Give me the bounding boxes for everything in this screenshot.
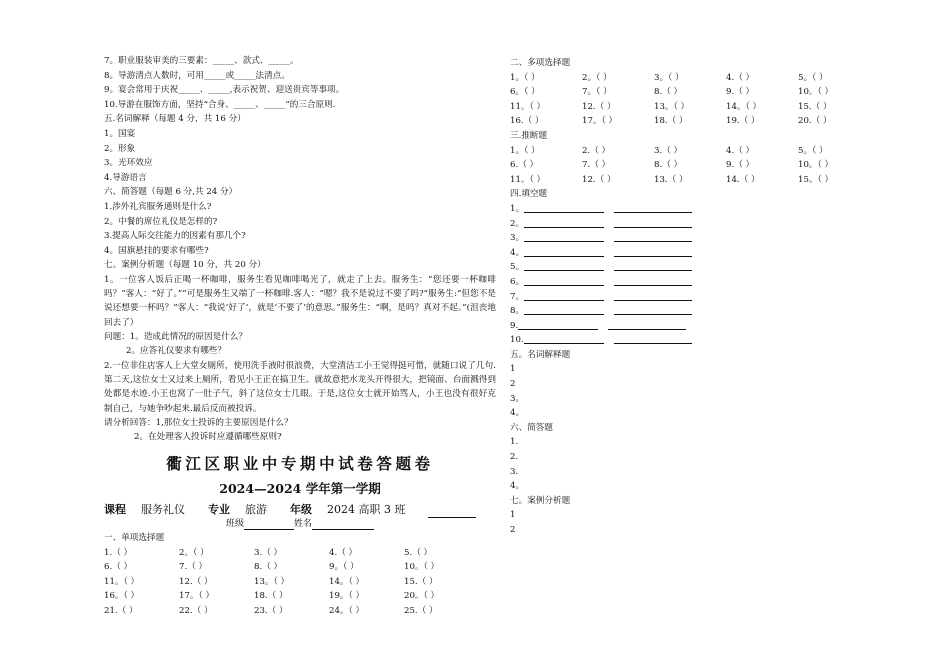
answer-item-number: 3。 — [510, 393, 525, 404]
answer-cell[interactable]: 15.（ ） — [798, 101, 832, 112]
fill-blank-line[interactable] — [614, 290, 692, 301]
fill-blank-line[interactable] — [524, 333, 604, 344]
answer-item-number: 1. — [510, 437, 519, 448]
answer-cell[interactable]: 12.（ ） — [582, 101, 616, 112]
case-2-text: 2.一位非住店客人上大堂女厕所，使用洗手液时很浪费，大堂清洁工小王觉得挺可惜，就随口说了几句.第二天,这位女士又过来上厕所，看见小王正在搞卫生。就故意把水龙头开得很大，把镜面、台面溅得到处都是水迹.小王也窝了一肚子气，斜了这位女士几眼。于是,这位女士就开始骂人，小王也没有很好克制自己，与她争吵起来.最后反而被投诉。 — [104, 360, 496, 414]
answer-cell[interactable]: 3.（ ） — [654, 145, 683, 156]
answer-cell[interactable]: 13.（ ） — [654, 174, 688, 185]
fill-blank-answer-row — [510, 290, 870, 305]
answer-cell[interactable]: 10。（ ） — [404, 562, 440, 573]
answer-cell[interactable]: 14.（ ） — [726, 174, 760, 185]
fill-blank-answer-row — [510, 333, 870, 348]
fill-blank-number: 4。 — [510, 247, 525, 258]
answer-cell[interactable]: 15。（ ） — [798, 174, 834, 185]
answer-row — [510, 85, 870, 100]
answer-cell[interactable]: 21.（ ） — [104, 605, 138, 616]
answer-item-number: 2 — [510, 379, 516, 390]
fill-blank-number: 8。 — [510, 306, 525, 317]
answer-cell[interactable]: 17。（ ） — [179, 591, 215, 602]
fill-blank-line[interactable] — [614, 231, 692, 242]
answer-cell[interactable]: 20。（ ） — [404, 591, 440, 602]
fill-blank-answer-lines — [510, 202, 870, 348]
answer-row — [510, 173, 870, 188]
section-5-answer-heading: 五。名词解释题 — [510, 349, 571, 360]
answer-row — [510, 114, 870, 129]
answer-cell[interactable]: 1。（ ） — [510, 145, 540, 156]
answer-cell[interactable]: 17。（ ） — [582, 116, 618, 127]
answer-cell[interactable]: 13。（ ） — [654, 101, 690, 112]
single-choice-answer-grid — [104, 546, 496, 619]
short-answer-question: 2。中餐的席位礼仪是怎样的? — [104, 216, 218, 227]
fill-in-question: 7。职业服装审美的三要素：_____、款式、_____。 — [104, 56, 299, 66]
answer-cell[interactable]: 14。（ ） — [726, 101, 762, 112]
fill-blank-answer-row — [510, 246, 870, 261]
answer-cell[interactable]: 14。（ ） — [329, 576, 365, 587]
judgment-answer-grid — [510, 144, 870, 188]
fill-blank-line[interactable] — [608, 319, 686, 330]
fill-blank-line[interactable] — [524, 290, 604, 301]
fill-blank-number: 6。 — [510, 276, 525, 287]
answer-cell[interactable]: 16。（ ） — [104, 591, 140, 602]
multiple-choice-answer-grid — [510, 71, 870, 129]
section-7-heading: 七。案例分析题（每题 10 分，共 20 分） — [104, 260, 266, 271]
answer-cell[interactable]: 4.（ ） — [726, 145, 755, 156]
answer-cell[interactable]: 11。（ ） — [510, 174, 546, 185]
answer-row — [104, 604, 496, 619]
case-1-text: 1。一位客人饭后正喝一杯咖啡，服务生看见咖啡喝光了，就走了上去。服务生：“您还要一杯咖啡吗？”客人：“好了。”“可是服务生又端了一杯咖啡.客人：“嗯？我不是说过不要了吗?”服务生:“但您不是说还想要一杯吗？”客人：“我说‘好了‘，就是‘不要了’的意思。”服务生：“啊，是吗？真对不起。”(沮丧地回去了） — [104, 274, 496, 328]
answer-cell[interactable]: 13。（ ） — [254, 576, 290, 587]
answer-cell[interactable]: 5。（ ） — [798, 145, 828, 156]
answer-cell[interactable]: 18.（ ） — [254, 591, 288, 602]
answer-sheet-title: 衢江区职业中专期中试卷答题卷 — [166, 454, 434, 473]
answer-cell[interactable]: 9.（ ） — [726, 87, 755, 98]
answer-cell[interactable]: 8.（ ） — [654, 87, 683, 98]
fill-in-questions-7-10 — [104, 54, 496, 112]
section-1-heading: 一、单项选择题 — [104, 532, 165, 543]
answer-cell[interactable]: 5.（ ） — [404, 547, 433, 558]
answer-cell[interactable]: 8.（ ） — [654, 160, 683, 171]
answer-row — [510, 144, 870, 159]
fill-blank-line[interactable] — [524, 246, 604, 257]
fill-blank-answer-row — [510, 202, 870, 217]
fill-in-question: 9。宴会常用于庆祝_____、_____,表示祝贺、迎送贵宾等事项。 — [104, 85, 345, 96]
answer-cell[interactable]: 7.（ ） — [179, 562, 208, 573]
answer-cell[interactable]: 2。（ ） — [582, 72, 612, 83]
fill-blank-number: 1。 — [510, 203, 525, 214]
course-value: 服务礼仪 — [141, 502, 185, 516]
answer-cell[interactable]: 5。（ ） — [798, 72, 828, 83]
answer-cell[interactable]: 19。（ ） — [329, 591, 365, 602]
fill-blank-answer-row — [510, 231, 870, 246]
fill-blank-line[interactable] — [614, 260, 692, 271]
fill-blank-line[interactable] — [524, 202, 604, 213]
fill-blank-answer-row — [510, 319, 870, 334]
answer-item-number: 3. — [510, 466, 519, 477]
short-answer-question: 1.涉外礼宾服务通则是什么? — [104, 201, 212, 212]
fill-blank-line[interactable] — [614, 333, 692, 344]
answer-cell[interactable]: 9。（ ） — [329, 562, 359, 573]
answer-item-number: 1 — [510, 364, 516, 375]
section-6-items — [104, 200, 496, 258]
course-label: 课程 — [104, 502, 126, 516]
course-info-line — [104, 502, 496, 518]
answer-cell[interactable]: 7。（ ） — [582, 87, 612, 98]
answer-cell[interactable]: 18.（ ） — [654, 116, 688, 127]
answer-item-number: 2 — [510, 525, 516, 535]
short-answer-question: 3.提高人际交往能力的因素有那几个? — [104, 231, 246, 242]
section-5-items — [104, 127, 496, 185]
section-3-heading: 三.推断题 — [510, 130, 548, 141]
answer-cell[interactable]: 6。（ ） — [510, 87, 540, 98]
case-1-question-2: 2。应答礼仪要求有哪些？ — [126, 346, 226, 357]
answer-cell[interactable]: 3.（ ） — [254, 547, 283, 558]
left-column — [104, 54, 496, 618]
answer-item-number: 2. — [510, 452, 519, 463]
answer-cell[interactable]: 15.（ ） — [404, 576, 438, 587]
class-blank[interactable] — [244, 520, 294, 530]
fill-blank-line[interactable] — [524, 217, 604, 228]
answer-cell[interactable]: 10。（ ） — [798, 87, 834, 98]
section-6-answer-items — [510, 435, 870, 493]
short-answer-question: 4。国旗悬挂的要求有哪些? — [104, 245, 209, 256]
fill-blank-line[interactable] — [614, 202, 692, 213]
answer-cell[interactable]: 16.（ ） — [510, 116, 544, 127]
answer-item-number: 4。 — [510, 408, 525, 419]
class-name-line — [104, 518, 496, 530]
fill-blank-answer-row — [510, 260, 870, 275]
fill-blank-line[interactable] — [614, 304, 692, 315]
answer-cell[interactable]: 2。（ ） — [179, 547, 209, 558]
term-question: 3。光环效应 — [104, 158, 153, 169]
section-7-answer-heading: 七。案例分析题 — [510, 495, 571, 506]
answer-row — [510, 100, 870, 115]
fill-blank-answer-row — [510, 217, 870, 232]
answer-cell[interactable]: 4.（ ） — [726, 72, 755, 83]
answer-cell[interactable]: 11。（ ） — [104, 576, 140, 587]
name-label: 姓名 — [294, 518, 313, 529]
section-7-answer-items — [510, 508, 870, 537]
grade-value: 2024 高职 3 班 — [327, 502, 406, 516]
answer-cell[interactable]: 12.（ ） — [179, 576, 213, 587]
section-5-heading: 五.名词解释（每题 4 分，共 16 分） — [104, 114, 246, 125]
fill-blank-line[interactable] — [524, 304, 604, 315]
section-5-answer-items — [510, 362, 870, 420]
answer-item-number: 1 — [510, 510, 516, 521]
fill-blank-answer-row — [510, 275, 870, 290]
section-4-heading: 四.填空题 — [510, 189, 548, 200]
answer-cell[interactable]: 1。（ ） — [510, 72, 540, 83]
class-label: 班级 — [225, 518, 244, 529]
answer-cell[interactable]: 1.（ ） — [104, 547, 133, 558]
grade-blank[interactable] — [428, 508, 476, 518]
case-2-question-2: 2。在处理客人投诉时应遵循哪些原则? — [134, 432, 282, 443]
term-question: 2。形象 — [104, 143, 136, 154]
right-column — [510, 56, 870, 538]
answer-cell[interactable]: 25.（ ） — [404, 605, 438, 616]
answer-row — [510, 158, 870, 173]
answer-row — [104, 546, 496, 561]
answer-cell[interactable]: 4.（ ） — [329, 547, 358, 558]
case-2-question-1: 请分析回答：1,那位女士投诉的主要原因是什么？ — [104, 417, 293, 428]
answer-cell[interactable]: 22.（ ） — [179, 605, 213, 616]
answer-row — [510, 71, 870, 86]
answer-cell[interactable]: 6.（ ） — [104, 562, 133, 573]
academic-year: 2024—2024 学年第一学期 — [219, 480, 381, 496]
fill-blank-number: 5。 — [510, 262, 525, 273]
answer-cell[interactable]: 8.（ ） — [254, 562, 283, 573]
answer-cell[interactable]: 3。（ ） — [654, 72, 684, 83]
answer-cell[interactable]: 19.（ ） — [726, 116, 760, 127]
term-question: 4.导游语言 — [104, 172, 147, 183]
fill-blank-answer-row — [510, 304, 870, 319]
fill-blank-line[interactable] — [614, 275, 692, 286]
fill-blank-number: 7。 — [510, 291, 525, 302]
fill-blank-line[interactable] — [518, 319, 598, 330]
fill-in-question: 8。导游清点人数时，可用_____或_____法清点。 — [104, 70, 290, 81]
name-blank[interactable] — [312, 520, 374, 530]
fill-blank-line[interactable] — [524, 260, 604, 271]
section-2-heading: 二、多项选择题 — [510, 58, 571, 68]
fill-blank-number: 3。 — [510, 233, 525, 244]
fill-blank-line[interactable] — [614, 246, 692, 257]
answer-cell[interactable]: 20.（ ） — [798, 116, 832, 127]
fill-blank-number: 2。 — [510, 218, 525, 229]
answer-cell[interactable]: 12.（ ） — [582, 174, 616, 185]
grade-label: 年级 — [290, 502, 312, 516]
major-label: 专业 — [208, 502, 230, 516]
major-value: 旅游 — [245, 502, 267, 516]
answer-cell[interactable]: 7.（ ） — [582, 160, 611, 171]
fill-blank-number: 10. — [510, 335, 524, 346]
section-6-answer-heading: 六、简答题 — [510, 422, 553, 433]
answer-cell[interactable]: 2.（ ） — [582, 145, 611, 156]
answer-cell[interactable]: 6.（ ） — [510, 160, 539, 171]
answer-cell[interactable]: 9.（ ） — [726, 160, 755, 171]
answer-row — [104, 575, 496, 590]
answer-row — [104, 560, 496, 575]
answer-row — [104, 589, 496, 604]
fill-blank-line[interactable] — [524, 275, 604, 286]
section-6-heading: 六、简答题（每题 6 分,共 24 分） — [104, 187, 238, 198]
fill-blank-line[interactable] — [524, 231, 604, 242]
answer-cell[interactable]: 10。（ ） — [798, 160, 834, 171]
answer-cell[interactable]: 23.（ ） — [254, 605, 288, 616]
answer-cell[interactable]: 24。（ ） — [329, 605, 365, 616]
answer-cell[interactable]: 11。（ ） — [510, 101, 546, 112]
fill-in-question: 10.导游在服饰方面，坚持“合身、_____、_____“的三合原则. — [104, 99, 336, 110]
fill-blank-line[interactable] — [614, 217, 692, 228]
answer-item-number: 4。 — [510, 481, 525, 492]
case-1-question-1: 问题：1。造成此情况的原因是什么？ — [104, 331, 247, 342]
term-question: 1。国宴 — [104, 128, 136, 139]
fill-blank-number: 9. — [510, 320, 519, 331]
